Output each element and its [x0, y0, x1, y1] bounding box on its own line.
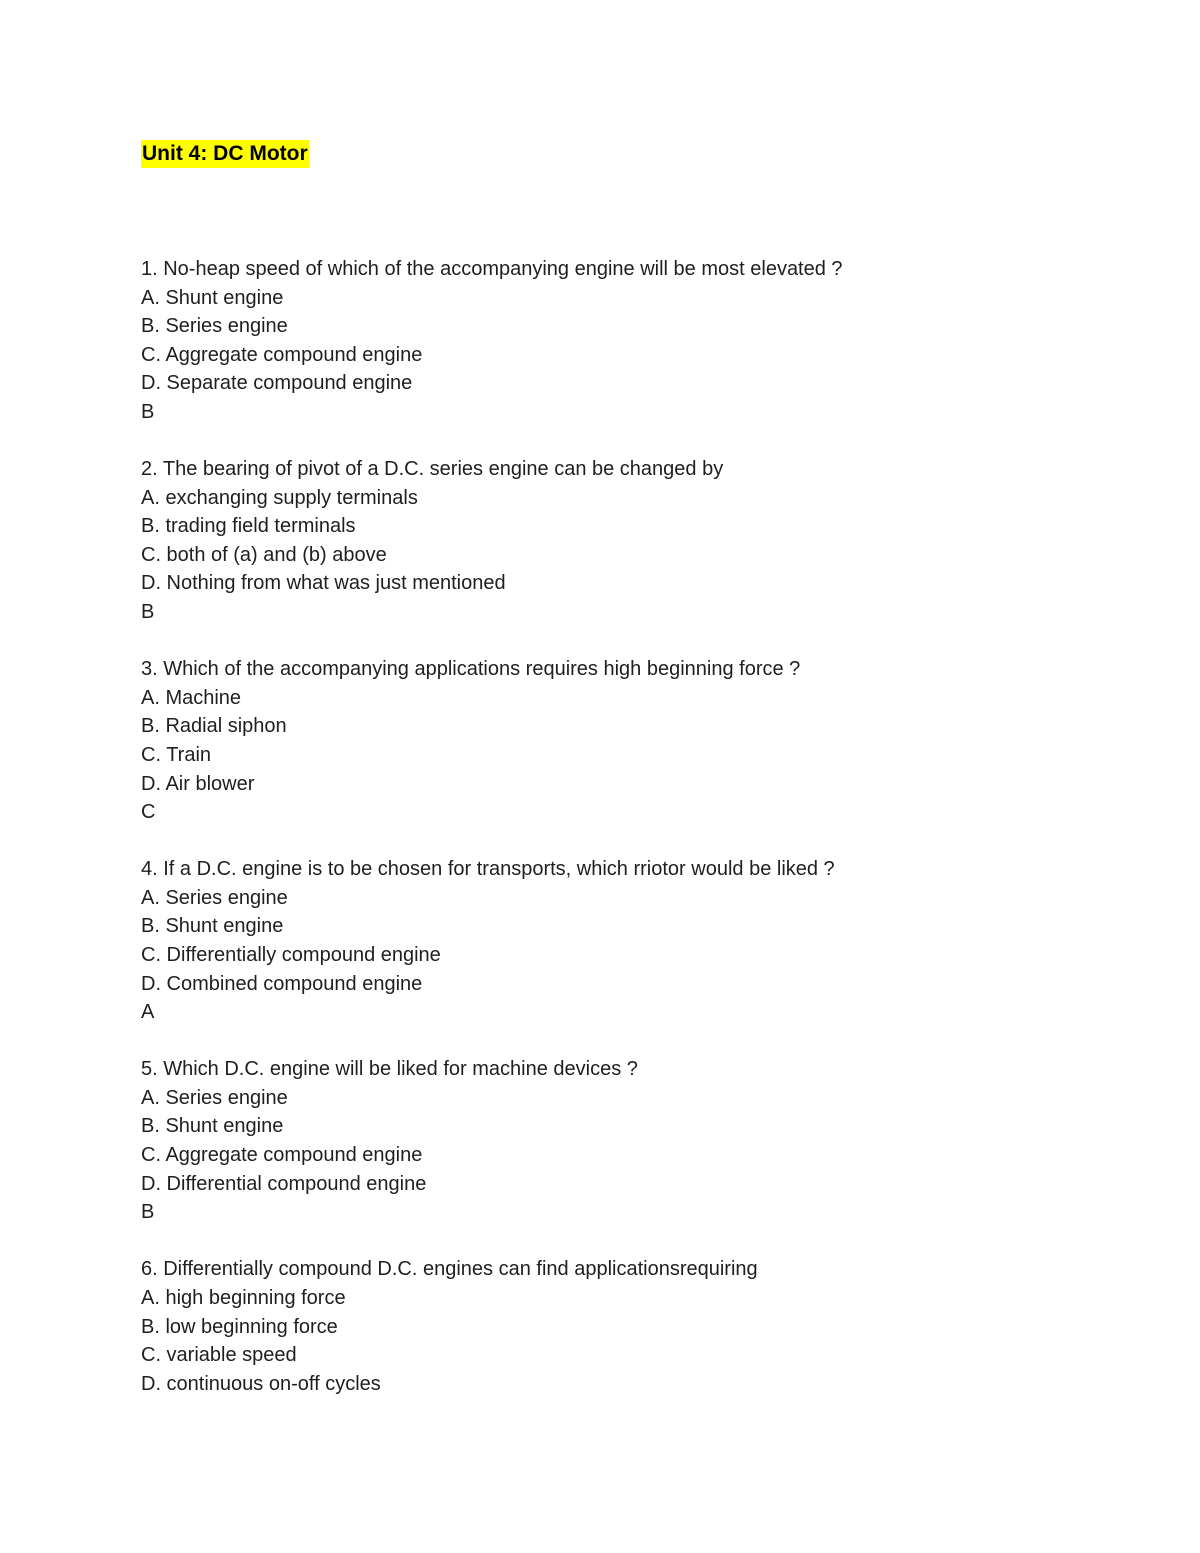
- option-a: A. Machine: [141, 686, 242, 709]
- question-6: [141, 1255, 1141, 1398]
- answer: C: [141, 801, 156, 824]
- option-c: C. both of (a) and (b) above: [141, 543, 387, 566]
- answer: B: [141, 400, 155, 423]
- question-5: [141, 1055, 1141, 1227]
- question-text: 6. Differentially compound D.C. engines can find applicationsrequiring: [141, 1258, 758, 1281]
- question-text: 3. Which of the accompanying applications requires high beginning force ?: [141, 658, 801, 681]
- question-3: [141, 655, 1141, 827]
- option-a: A. Shunt engine: [141, 286, 284, 309]
- option-c: C. Differentially compound engine: [141, 943, 441, 966]
- option-d: D. Air blower: [141, 772, 255, 795]
- question-text: 1. No-heap speed of which of the accompanying engine will be most elevated ?: [141, 258, 843, 280]
- question-list: [141, 255, 1141, 1427]
- question-4: [141, 855, 1141, 1027]
- option-d: D. Separate compound engine: [141, 372, 413, 395]
- answer: B: [141, 1201, 155, 1224]
- option-c: C. Aggregate compound engine: [141, 343, 423, 366]
- question-1: [141, 255, 1141, 427]
- option-b: B. Shunt engine: [141, 1115, 284, 1138]
- page-title: Unit 4: DC Motor: [141, 140, 309, 168]
- option-a: A. exchanging supply terminals: [141, 486, 418, 509]
- option-b: B. Series engine: [141, 315, 288, 338]
- option-c: C. Aggregate compound engine: [141, 1144, 423, 1167]
- answer: A: [141, 1001, 155, 1024]
- option-d: D. Differential compound engine: [141, 1172, 427, 1195]
- option-d: D. continuous on-off cycles: [141, 1372, 381, 1395]
- option-d: D. Nothing from what was just mentioned: [141, 572, 506, 595]
- option-b: B. low beginning force: [141, 1315, 338, 1338]
- question-text: 4. If a D.C. engine is to be chosen for transports, which rriotor would be liked ?: [141, 858, 835, 881]
- option-b: B. trading field terminals: [141, 515, 356, 538]
- option-d: D. Combined compound engine: [141, 972, 423, 995]
- question-2: [141, 455, 1141, 627]
- option-a: A. high beginning force: [141, 1286, 346, 1309]
- question-text: 5. Which D.C. engine will be liked for machine devices ?: [141, 1058, 638, 1081]
- answer: B: [141, 601, 155, 624]
- option-c: C. Train: [141, 743, 212, 766]
- option-a: A. Series engine: [141, 886, 288, 909]
- option-b: B. Shunt engine: [141, 915, 284, 938]
- option-b: B. Radial siphon: [141, 715, 287, 738]
- option-c: C. variable speed: [141, 1344, 297, 1367]
- question-text: 2. The bearing of pivot of a D.C. series engine can be changed by: [141, 458, 724, 481]
- option-a: A. Series engine: [141, 1086, 288, 1109]
